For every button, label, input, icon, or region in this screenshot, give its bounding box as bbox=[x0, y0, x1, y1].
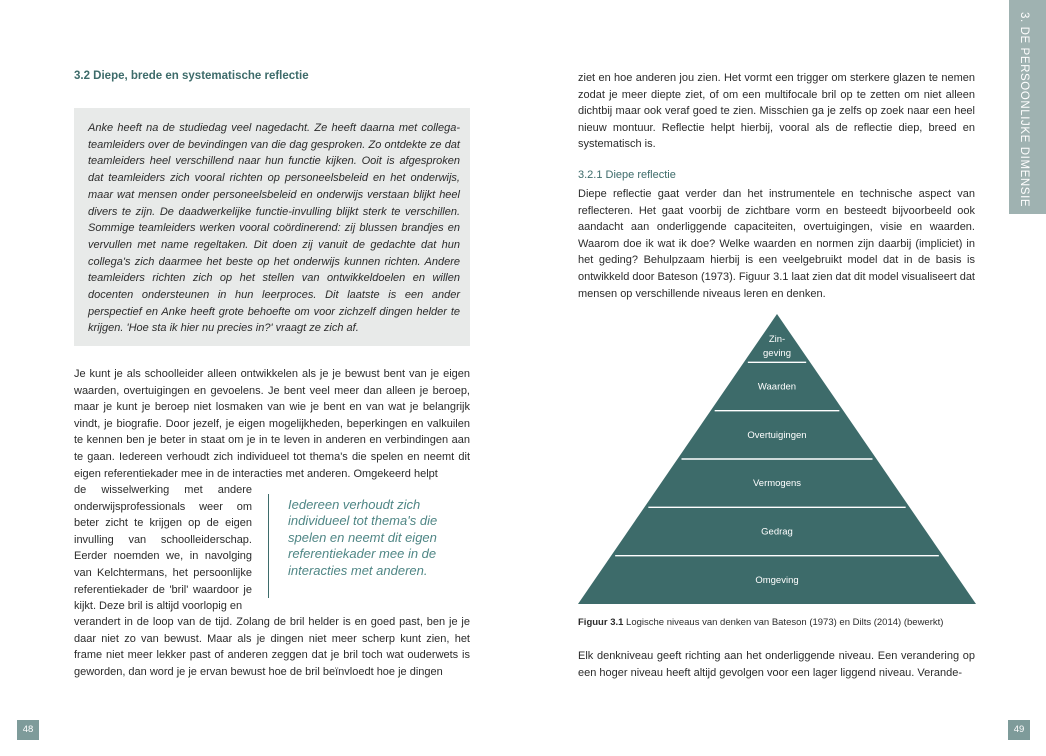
pyramid-level-label: Gedrag bbox=[761, 526, 793, 538]
pyramid-level-label: Zin-geving bbox=[763, 334, 791, 360]
subsection-heading: 3.2.1 Diepe reflectie bbox=[578, 169, 676, 181]
pyramid-level-label: Overtuigingen bbox=[747, 429, 807, 441]
pull-quote: Iedereen verhoudt zich individueel tot thema's die spelen en neemt dit eigen referentiekader mee in de interacties met anderen. bbox=[288, 497, 438, 578]
figure-caption-text: Logische niveaus van denken van Bateson (1973) en Dilts (2014) (bewerkt) bbox=[626, 617, 944, 628]
chapter-tab bbox=[1009, 0, 1046, 214]
page-number: 48 bbox=[17, 720, 39, 740]
case-box bbox=[74, 108, 470, 346]
right-page bbox=[523, 0, 1046, 756]
body-paragraph: Diepe reflectie gaat verder dan het instrumentele en technische aspect van reflecteren. Het gaat voorbij de zichtbare vorm en besteedt bijvoorbeeld ook aandacht aan onderliggende capaciteiten, overtuigingen, visie en waarden. Waarom doe ik wat ik doe? Welke waarden en normen zijn daarbij (impliciet) in het geding? Behulpzaam hierbij is een veelgebruikt model dat in de basis is ontwikkeld door Bateson (1973). Figuur 3.1 laat zien dat dit model visualiseert dat mensen op verschillende niveaus leren en denken. bbox=[578, 188, 975, 300]
body-paragraph: ziet en hoe anderen jou zien. Het vormt een trigger om sterkere glazen te nemen zodat je meer diepte ziet, of om een multifocale bril op te zetten om niet alleen dichtbij maar ook veraf goed te zien. Misschien ga je zelfs op zoek naar een heel nieuw montuur. Reflectie helpt hierbij, vooral als de reflectie diep, breed en systematisch is. bbox=[578, 72, 975, 151]
body-paragraph: Je kunt je als schoolleider alleen ontwikkelen als je je bewust bent van je eigen waarden, overtuigingen en gevoelens. Je bent veel meer dan alleen je beroep, maar je kunt je beroep niet losmaken van wie je bent en van wat je belangrijk vindt, je biografie. Door jezelf, je eigen mogelijkheden, beperkingen en valkuilen te kennen ben je beter in staat om je in te leven in anderen en verbindingen aan te gaan. Iedereen verhoudt zich individueel tot thema's die spelen en neemt dit eigen referentiekader mee in de interacties met anderen. Omgekeerd helpt bbox=[74, 368, 470, 480]
figure-label: Figuur 3.1 bbox=[578, 617, 624, 628]
logical-levels-pyramid bbox=[578, 314, 976, 604]
pull-quote-rule bbox=[268, 494, 269, 598]
pyramid-level-label: Omgeving bbox=[755, 574, 799, 586]
pyramid-level-label: Waarden bbox=[757, 381, 797, 393]
page-number: 49 bbox=[1008, 720, 1030, 740]
body-paragraph-continued: verandert in de loop van de tijd. Zolang de bril helder is en goed past, ben je je daar niet zo van bewust. Maar als je dingen niet meer scherp kunt zien, het frame niet meer lekker past of anderen zeggen dat je bril toch wat ouderwets is geworden, dan word je je ervan bewust hoe de bril beïnvloedt hoe je dingen bbox=[74, 616, 470, 678]
figure-caption bbox=[578, 617, 998, 628]
case-text: Anke heeft na de studiedag veel nagedacht. Ze heeft daarna met collega-teamleiders over de bevindingen van die dag gesproken. Zo ontdekte ze dat teamleiders heel verschillend naar hun functie kijken. Ooit is afgesproken dat teamleiders zich vooral richten op personeelsbeleid en het onderwijs, maar wat mensen onder personeelsbeleid en onderwijs verstaan blijkt heel divers te zijn. De daadwerkelijke functie-invulling blijkt sterk te verschillen. Sommige teamleiders werken vooral coördinerend: zij blussen brandjes en vervullen met name regeltaken. Dit doen zij vanuit de gedachte dat hun collega's zich daarmee het beste op het onderwijs kunnen richten. Andere teamleiders richten zich op het stellen van ontwikkeldoelen en willen docenten ondersteunen in hun leerproces. Dit laatste is een ander perspectief en Anke heeft grote behoefte om voor zichzelf dingen helder te krijgen. 'Hoe sta ik hier nu precies in?' vraagt ze zich af. bbox=[88, 122, 460, 335]
body-paragraph: Elk denkniveau geeft richting aan het onderliggende niveau. Een verandering op een hoger niveau heeft altijd gevolgen voor een lager liggend niveau. Verande- bbox=[578, 650, 975, 679]
pyramid-level-label: Vermogens bbox=[752, 478, 802, 490]
pyramid-figure bbox=[578, 314, 976, 604]
body-paragraph-narrow: de wisselwerking met andere onderwijsprofessionals weer om beter zicht te krijgen op de eigen invulling van schoolleiderschap. Eerder noemden we, in navolging van Kelchtermans, het persoonlijke referentiekader de 'bril' waardoor je kijkt. Deze bril is altijd voorlopig en bbox=[74, 484, 252, 613]
section-heading: 3.2 Diepe, brede en systematische reflectie bbox=[74, 70, 309, 82]
chapter-tab-label: 3. DE PERSOONLIJKE DIMENSIE bbox=[1018, 12, 1030, 208]
